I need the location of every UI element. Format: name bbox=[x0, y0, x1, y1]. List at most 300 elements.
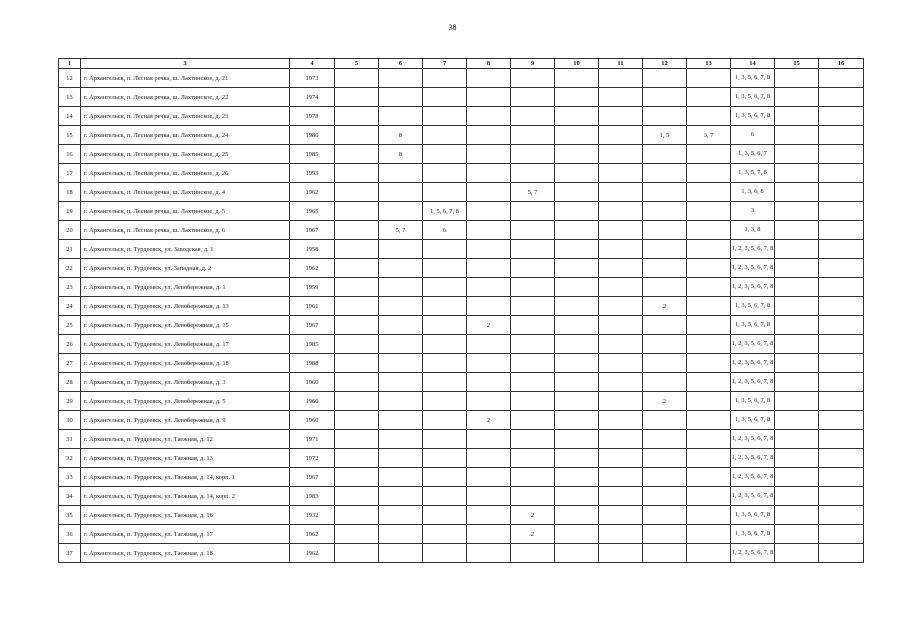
table-cell-col-15 bbox=[775, 107, 819, 126]
table-cell-col-5 bbox=[335, 164, 379, 183]
table-cell-col-6 bbox=[379, 449, 423, 468]
table-cell-col-8 bbox=[467, 183, 511, 202]
table-cell-col-15 bbox=[775, 544, 819, 563]
table-cell-col-1: 25 bbox=[59, 316, 81, 335]
table-cell-col-7 bbox=[423, 107, 467, 126]
table-cell-col-12 bbox=[643, 373, 687, 392]
table-cell-col-8 bbox=[467, 525, 511, 544]
table-cell-col-9 bbox=[511, 487, 555, 506]
table-cell-col-13 bbox=[687, 107, 731, 126]
table-cell-col-1: 37 bbox=[59, 544, 81, 563]
table-cell-col-10 bbox=[555, 335, 599, 354]
table-cell-col-14: 1, 3, 5, 6, 7, 8 bbox=[731, 411, 775, 430]
table-cell-col-11 bbox=[599, 221, 643, 240]
table-row bbox=[59, 259, 864, 278]
table-cell-col-5 bbox=[335, 88, 379, 107]
table-cell-col-3: г. Архангельск, п. Турдеевск, ул. Таежная, д. 17 bbox=[81, 525, 290, 544]
table-cell-col-14: 1, 2, 3, 5, 6, 7, 8 bbox=[731, 354, 775, 373]
column-header-14: 14 bbox=[731, 59, 775, 69]
table-cell-col-10 bbox=[555, 221, 599, 240]
table-cell-col-10 bbox=[555, 354, 599, 373]
table-cell-col-6 bbox=[379, 468, 423, 487]
table-cell-col-13 bbox=[687, 354, 731, 373]
table-cell-col-1: 20 bbox=[59, 221, 81, 240]
table-cell-col-5 bbox=[335, 449, 379, 468]
table-cell-col-14: 1, 2, 3, 5, 6, 7, 8 bbox=[731, 468, 775, 487]
table-cell-col-14: 1, 2, 3, 5, 6, 7, 8 bbox=[731, 259, 775, 278]
table-cell-col-14: 1, 2, 3, 5, 6, 7, 8 bbox=[731, 278, 775, 297]
table-cell-col-11 bbox=[599, 335, 643, 354]
column-header-11: 11 bbox=[599, 59, 643, 69]
table-cell-col-14: 1, 3, 8 bbox=[731, 221, 775, 240]
table-cell-col-1: 18 bbox=[59, 183, 81, 202]
column-header-1: 1 bbox=[59, 59, 81, 69]
table-cell-col-1: 24 bbox=[59, 297, 81, 316]
table-cell-col-13 bbox=[687, 544, 731, 563]
table-cell-col-14: 3 bbox=[731, 202, 775, 221]
table-cell-col-4: 1958 bbox=[290, 240, 335, 259]
table-cell-col-16 bbox=[819, 525, 864, 544]
table-cell-col-14: 1, 3, 5, 7, 8 bbox=[731, 164, 775, 183]
table-cell-col-5 bbox=[335, 506, 379, 525]
table-cell-col-11 bbox=[599, 392, 643, 411]
table-cell-col-9: 2 bbox=[511, 506, 555, 525]
table-cell-col-1: 26 bbox=[59, 335, 81, 354]
table-cell-col-3: г. Архангельск, п. Турдеевск, ул. Таежная, д. 16 bbox=[81, 506, 290, 525]
table-cell-col-4: 1959 bbox=[290, 278, 335, 297]
table-cell-col-6 bbox=[379, 164, 423, 183]
table-cell-col-7: 1, 5, 6, 7, 8 bbox=[423, 202, 467, 221]
table-cell-col-16 bbox=[819, 373, 864, 392]
table-cell-col-16 bbox=[819, 544, 864, 563]
table-cell-col-14: 1, 2, 3, 5, 6, 7, 8 bbox=[731, 240, 775, 259]
table-cell-col-12: 2 bbox=[643, 297, 687, 316]
table-cell-col-5 bbox=[335, 544, 379, 563]
building-table bbox=[58, 58, 864, 563]
table-cell-col-4: 1962 bbox=[290, 183, 335, 202]
table-cell-col-7 bbox=[423, 297, 467, 316]
table-cell-col-16 bbox=[819, 392, 864, 411]
table-cell-col-10 bbox=[555, 544, 599, 563]
table-row bbox=[59, 316, 864, 335]
table-cell-col-7 bbox=[423, 392, 467, 411]
table-cell-col-12 bbox=[643, 164, 687, 183]
table-cell-col-3: г. Архангельск, п. Лесная речка, ш. Лахтинское, д. 25 bbox=[81, 145, 290, 164]
table-cell-col-11 bbox=[599, 88, 643, 107]
table-cell-col-5 bbox=[335, 69, 379, 88]
column-header-15: 15 bbox=[775, 59, 819, 69]
table-cell-col-12 bbox=[643, 107, 687, 126]
table-row bbox=[59, 506, 864, 525]
table-cell-col-7 bbox=[423, 449, 467, 468]
table-cell-col-12 bbox=[643, 88, 687, 107]
table-cell-col-12 bbox=[643, 525, 687, 544]
table-cell-col-14: 1, 3, 5, 6, 7, 8 bbox=[731, 316, 775, 335]
table-cell-col-4: 1980 bbox=[290, 126, 335, 145]
table-cell-col-13 bbox=[687, 88, 731, 107]
table-cell-col-16 bbox=[819, 506, 864, 525]
column-header-5: 5 bbox=[335, 59, 379, 69]
table-cell-col-15 bbox=[775, 468, 819, 487]
table-cell-col-1: 15 bbox=[59, 126, 81, 145]
table-cell-col-15 bbox=[775, 487, 819, 506]
table-row bbox=[59, 373, 864, 392]
table-cell-col-3: г. Архангельск, п. Турдеевск, ул. Левобережная, д. 15 bbox=[81, 316, 290, 335]
table-cell-col-7 bbox=[423, 316, 467, 335]
table-cell-col-15 bbox=[775, 316, 819, 335]
table-cell-col-12 bbox=[643, 430, 687, 449]
table-cell-col-12 bbox=[643, 259, 687, 278]
table-cell-col-10 bbox=[555, 278, 599, 297]
table-cell-col-12 bbox=[643, 69, 687, 88]
table-cell-col-13 bbox=[687, 373, 731, 392]
table-cell-col-10 bbox=[555, 145, 599, 164]
table-cell-col-8 bbox=[467, 392, 511, 411]
table-cell-col-6: 8 bbox=[379, 145, 423, 164]
table-cell-col-9: 2 bbox=[511, 525, 555, 544]
table-cell-col-13 bbox=[687, 506, 731, 525]
table-cell-col-4: 1985 bbox=[290, 145, 335, 164]
table-cell-col-1: 23 bbox=[59, 278, 81, 297]
table-cell-col-8 bbox=[467, 107, 511, 126]
table-cell-col-10 bbox=[555, 69, 599, 88]
table-cell-col-10 bbox=[555, 430, 599, 449]
table-cell-col-3: г. Архангельск, п. Турдеевск, ул. Заводская, д. 1 bbox=[81, 240, 290, 259]
header-row bbox=[59, 59, 864, 69]
table-cell-col-11 bbox=[599, 297, 643, 316]
table-cell-col-9: 5, 7 bbox=[511, 183, 555, 202]
table-cell-col-15 bbox=[775, 392, 819, 411]
table-cell-col-14: 1, 3, 5, 6, 7, 8 bbox=[731, 506, 775, 525]
table-cell-col-1: 27 bbox=[59, 354, 81, 373]
table-cell-col-7 bbox=[423, 278, 467, 297]
table-cell-col-9 bbox=[511, 449, 555, 468]
table-cell-col-6: 5, 7 bbox=[379, 221, 423, 240]
table-cell-col-5 bbox=[335, 354, 379, 373]
table-cell-col-3: г. Архангельск, п. Турдеевск, ул. Левобережная, д. 13 bbox=[81, 297, 290, 316]
table-cell-col-6 bbox=[379, 88, 423, 107]
table-cell-col-9 bbox=[511, 278, 555, 297]
table-cell-col-3: г. Архангельск, п. Турдеевск, ул. Левобережная, д. 18 bbox=[81, 354, 290, 373]
table-cell-col-15 bbox=[775, 354, 819, 373]
table-cell-col-11 bbox=[599, 164, 643, 183]
table-cell-col-11 bbox=[599, 107, 643, 126]
table-cell-col-4: 1985 bbox=[290, 335, 335, 354]
table-cell-col-8 bbox=[467, 88, 511, 107]
table-cell-col-15 bbox=[775, 430, 819, 449]
table-cell-col-10 bbox=[555, 468, 599, 487]
table-row bbox=[59, 107, 864, 126]
table-cell-col-7 bbox=[423, 69, 467, 88]
table-cell-col-10 bbox=[555, 183, 599, 202]
table-cell-col-6: 8 bbox=[379, 126, 423, 145]
table-cell-col-15 bbox=[775, 145, 819, 164]
table-cell-col-7 bbox=[423, 373, 467, 392]
table-cell-col-9 bbox=[511, 468, 555, 487]
table-cell-col-13: 3, 7 bbox=[687, 126, 731, 145]
table-cell-col-11 bbox=[599, 354, 643, 373]
table-cell-col-16 bbox=[819, 240, 864, 259]
table-cell-col-7 bbox=[423, 335, 467, 354]
table-cell-col-15 bbox=[775, 297, 819, 316]
table-cell-col-3: г. Архангельск, п. Лесная речка, ш. Лахтинское, д. 23 bbox=[81, 107, 290, 126]
table-cell-col-12 bbox=[643, 202, 687, 221]
table-cell-col-9 bbox=[511, 297, 555, 316]
table-cell-col-14: 6 bbox=[731, 126, 775, 145]
table-cell-col-16 bbox=[819, 487, 864, 506]
table-cell-col-8 bbox=[467, 468, 511, 487]
table-cell-col-1: 28 bbox=[59, 373, 81, 392]
table-cell-col-12 bbox=[643, 335, 687, 354]
table-cell-col-1: 32 bbox=[59, 449, 81, 468]
table-cell-col-13 bbox=[687, 202, 731, 221]
table-cell-col-7 bbox=[423, 506, 467, 525]
table-cell-col-11 bbox=[599, 373, 643, 392]
table-cell-col-1: 33 bbox=[59, 468, 81, 487]
table-cell-col-1: 12 bbox=[59, 69, 81, 88]
table-cell-col-16 bbox=[819, 430, 864, 449]
table-cell-col-15 bbox=[775, 259, 819, 278]
table-cell-col-6 bbox=[379, 373, 423, 392]
table-cell-col-16 bbox=[819, 221, 864, 240]
table-cell-col-6 bbox=[379, 544, 423, 563]
table-cell-col-13 bbox=[687, 259, 731, 278]
table-cell-col-1: 17 bbox=[59, 164, 81, 183]
table-cell-col-8 bbox=[467, 126, 511, 145]
table-cell-col-7 bbox=[423, 411, 467, 430]
table-cell-col-5 bbox=[335, 145, 379, 164]
table-cell-col-10 bbox=[555, 316, 599, 335]
table-cell-col-12 bbox=[643, 316, 687, 335]
table-cell-col-1: 19 bbox=[59, 202, 81, 221]
table-cell-col-16 bbox=[819, 278, 864, 297]
table-row bbox=[59, 145, 864, 164]
table-cell-col-1: 13 bbox=[59, 88, 81, 107]
table-cell-col-10 bbox=[555, 392, 599, 411]
table-cell-col-16 bbox=[819, 164, 864, 183]
table-cell-col-9 bbox=[511, 430, 555, 449]
table-cell-col-4: 1978 bbox=[290, 107, 335, 126]
table-cell-col-9 bbox=[511, 221, 555, 240]
table-cell-col-16 bbox=[819, 202, 864, 221]
table-cell-col-11 bbox=[599, 430, 643, 449]
table-cell-col-10 bbox=[555, 487, 599, 506]
table-cell-col-7 bbox=[423, 487, 467, 506]
table-cell-col-13 bbox=[687, 278, 731, 297]
table-cell-col-13 bbox=[687, 392, 731, 411]
table-cell-col-15 bbox=[775, 202, 819, 221]
table-cell-col-11 bbox=[599, 145, 643, 164]
table-cell-col-4: 1972 bbox=[290, 449, 335, 468]
table-cell-col-12 bbox=[643, 468, 687, 487]
table-cell-col-9 bbox=[511, 145, 555, 164]
table-cell-col-14: 1, 3, 5, 6, 7, 8 bbox=[731, 88, 775, 107]
table-cell-col-4: 1962 bbox=[290, 544, 335, 563]
table-cell-col-5 bbox=[335, 316, 379, 335]
table-cell-col-12 bbox=[643, 449, 687, 468]
column-header-3: 3 bbox=[81, 59, 290, 69]
table-cell-col-16 bbox=[819, 411, 864, 430]
table-cell-col-6 bbox=[379, 316, 423, 335]
table-cell-col-14: 1, 3, 5, 6, 7, 8 bbox=[731, 297, 775, 316]
table-cell-col-5 bbox=[335, 259, 379, 278]
table-cell-col-3: г. Архангельск, п. Турдеевск, ул. Таежная, д. 14, корп. 1 bbox=[81, 468, 290, 487]
table-cell-col-8 bbox=[467, 449, 511, 468]
table-cell-col-4: 1993 bbox=[290, 164, 335, 183]
table-cell-col-12 bbox=[643, 411, 687, 430]
table-cell-col-10 bbox=[555, 297, 599, 316]
table-row bbox=[59, 544, 864, 563]
table-cell-col-15 bbox=[775, 126, 819, 145]
table-cell-col-4: 1974 bbox=[290, 88, 335, 107]
table-cell-col-11 bbox=[599, 411, 643, 430]
table-row bbox=[59, 430, 864, 449]
table-cell-col-9 bbox=[511, 544, 555, 563]
table-cell-col-6 bbox=[379, 107, 423, 126]
table-cell-col-1: 29 bbox=[59, 392, 81, 411]
table-cell-col-6 bbox=[379, 354, 423, 373]
table-header bbox=[59, 59, 864, 69]
table-cell-col-4: 1971 bbox=[290, 430, 335, 449]
table-row bbox=[59, 221, 864, 240]
table-cell-col-6 bbox=[379, 183, 423, 202]
table-cell-col-9 bbox=[511, 354, 555, 373]
table-body bbox=[59, 69, 864, 563]
table-cell-col-5 bbox=[335, 373, 379, 392]
table-cell-col-13 bbox=[687, 468, 731, 487]
table-cell-col-3: г. Архангельск, п. Лесная речка, ш. Лахтинское, д. 26 bbox=[81, 164, 290, 183]
table-cell-col-15 bbox=[775, 411, 819, 430]
table-cell-col-5 bbox=[335, 278, 379, 297]
table-cell-col-7 bbox=[423, 544, 467, 563]
table-cell-col-12: 2 bbox=[643, 392, 687, 411]
table-cell-col-13 bbox=[687, 240, 731, 259]
table-cell-col-9 bbox=[511, 373, 555, 392]
table-cell-col-13 bbox=[687, 449, 731, 468]
table-cell-col-12 bbox=[643, 240, 687, 259]
column-header-4: 4 bbox=[290, 59, 335, 69]
table-cell-col-9 bbox=[511, 107, 555, 126]
table-cell-col-11 bbox=[599, 69, 643, 88]
table-cell-col-13 bbox=[687, 335, 731, 354]
table-row bbox=[59, 487, 864, 506]
table-cell-col-9 bbox=[511, 259, 555, 278]
table-cell-col-11 bbox=[599, 202, 643, 221]
table-cell-col-13 bbox=[687, 145, 731, 164]
table-cell-col-16 bbox=[819, 126, 864, 145]
table-cell-col-1: 21 bbox=[59, 240, 81, 259]
table-cell-col-15 bbox=[775, 335, 819, 354]
table-cell-col-14: 1, 3, 5, 6, 7 bbox=[731, 145, 775, 164]
table-cell-col-7 bbox=[423, 525, 467, 544]
table-cell-col-1: 22 bbox=[59, 259, 81, 278]
table-cell-col-10 bbox=[555, 506, 599, 525]
table-cell-col-13 bbox=[687, 297, 731, 316]
table-cell-col-9 bbox=[511, 335, 555, 354]
table-row bbox=[59, 126, 864, 145]
table-cell-col-9 bbox=[511, 316, 555, 335]
table-cell-col-15 bbox=[775, 164, 819, 183]
table-cell-col-13 bbox=[687, 525, 731, 544]
table-cell-col-16 bbox=[819, 449, 864, 468]
table-cell-col-11 bbox=[599, 449, 643, 468]
table-cell-col-14: 1, 2, 3, 5, 6, 7, 8 bbox=[731, 544, 775, 563]
table-cell-col-6 bbox=[379, 278, 423, 297]
table-cell-col-3: г. Архангельск, п. Турдеевск, ул. Таежная, д. 18 bbox=[81, 544, 290, 563]
table-cell-col-3: г. Архангельск, п. Лесная речка, ш. Лахтинское, д. 5 bbox=[81, 202, 290, 221]
table-cell-col-11 bbox=[599, 468, 643, 487]
table-cell-col-11 bbox=[599, 544, 643, 563]
table-cell-col-8 bbox=[467, 354, 511, 373]
table-cell-col-16 bbox=[819, 69, 864, 88]
table-cell-col-1: 35 bbox=[59, 506, 81, 525]
table-cell-col-10 bbox=[555, 240, 599, 259]
table-cell-col-1: 16 bbox=[59, 145, 81, 164]
table-row bbox=[59, 525, 864, 544]
table-row bbox=[59, 411, 864, 430]
table-cell-col-4: 1960 bbox=[290, 392, 335, 411]
table-cell-col-3: г. Архангельск, п. Лесная речка, ш. Лахтинское, д. 22 bbox=[81, 88, 290, 107]
table-row bbox=[59, 278, 864, 297]
table-cell-col-1: 36 bbox=[59, 525, 81, 544]
table-cell-col-4: 1962 bbox=[290, 259, 335, 278]
table-cell-col-6 bbox=[379, 69, 423, 88]
table-cell-col-5 bbox=[335, 411, 379, 430]
table-cell-col-12 bbox=[643, 183, 687, 202]
table-cell-col-14: 1, 3, 5, 6, 7, 8 bbox=[731, 525, 775, 544]
table-cell-col-6 bbox=[379, 259, 423, 278]
table-cell-col-8: 2 bbox=[467, 316, 511, 335]
table-cell-col-10 bbox=[555, 202, 599, 221]
table-cell-col-13 bbox=[687, 430, 731, 449]
table-cell-col-11 bbox=[599, 506, 643, 525]
table-cell-col-8 bbox=[467, 544, 511, 563]
table-cell-col-12 bbox=[643, 487, 687, 506]
table-cell-col-14: 1, 2, 3, 5, 6, 7, 8 bbox=[731, 373, 775, 392]
table-cell-col-7 bbox=[423, 145, 467, 164]
table-cell-col-10 bbox=[555, 88, 599, 107]
table-cell-col-15 bbox=[775, 449, 819, 468]
table-cell-col-5 bbox=[335, 202, 379, 221]
table-cell-col-10 bbox=[555, 449, 599, 468]
table-cell-col-6 bbox=[379, 240, 423, 259]
table-cell-col-6 bbox=[379, 392, 423, 411]
table-cell-col-5 bbox=[335, 297, 379, 316]
table-cell-col-4: 1983 bbox=[290, 487, 335, 506]
table-cell-col-3: г. Архангельск, п. Турдеевск, ул. Левобережная, д. 1 bbox=[81, 278, 290, 297]
table-cell-col-3: г. Архангельск, п. Лесная речка, ш. Лахтинское, д. 21 bbox=[81, 69, 290, 88]
table-cell-col-10 bbox=[555, 259, 599, 278]
table-cell-col-5 bbox=[335, 221, 379, 240]
table-cell-col-15 bbox=[775, 240, 819, 259]
table-cell-col-8 bbox=[467, 221, 511, 240]
table-cell-col-13 bbox=[687, 221, 731, 240]
table-cell-col-10 bbox=[555, 164, 599, 183]
column-header-8: 8 bbox=[467, 59, 511, 69]
table-cell-col-1: 34 bbox=[59, 487, 81, 506]
table-cell-col-10 bbox=[555, 107, 599, 126]
table-cell-col-15 bbox=[775, 221, 819, 240]
table-cell-col-9 bbox=[511, 88, 555, 107]
table-cell-col-5 bbox=[335, 487, 379, 506]
table-cell-col-7 bbox=[423, 240, 467, 259]
column-header-10: 10 bbox=[555, 59, 599, 69]
table-cell-col-3: г. Архангельск, п. Лесная речка, ш. Лахтинское, д. 6 bbox=[81, 221, 290, 240]
table-cell-col-8 bbox=[467, 69, 511, 88]
table-cell-col-10 bbox=[555, 525, 599, 544]
table-row bbox=[59, 202, 864, 221]
table-cell-col-9 bbox=[511, 240, 555, 259]
